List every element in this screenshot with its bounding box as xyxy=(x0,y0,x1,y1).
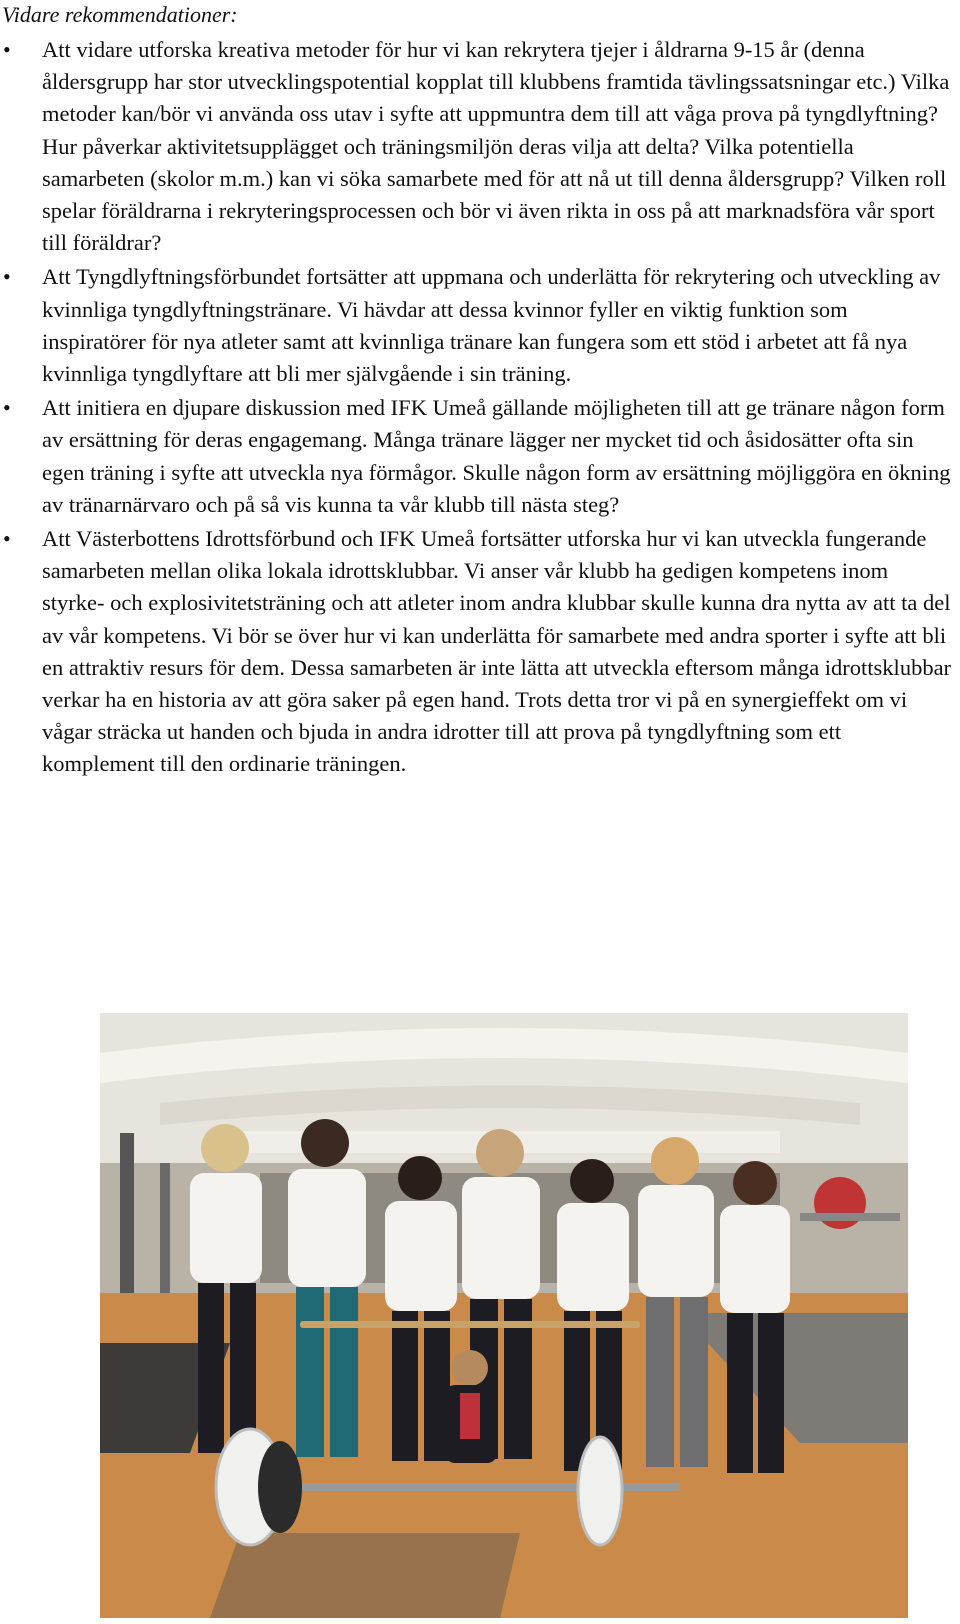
rack-bar xyxy=(800,1213,900,1221)
team-photo xyxy=(100,1013,908,1618)
recommendation-list xyxy=(0,34,960,783)
bullet-icon: • xyxy=(3,37,11,62)
list-item xyxy=(0,392,960,521)
platform xyxy=(210,1533,520,1618)
list-item xyxy=(0,523,960,781)
section-heading: Vidare rekommendationer: xyxy=(2,2,238,27)
bullet-icon: • xyxy=(3,395,11,421)
bullet-icon: • xyxy=(3,264,11,290)
list-item-text: Att vidare utforska kreativa metoder för hur vi kan rekrytera tjejer i åldrarna 9-15 år (denna åldersgrupp har stor utvecklingspotential kopplat till klubbens framtida tävlingssatsningar etc.) Vilka metoder kan/bör vi använda oss utav i syfte att uppmuntra dem till att våga prova på tyngdlyftning? Hur påverkar aktivitetsupplägget och träningsmiljön deras vilja att delta? Vilka potentiella samarbeten (skolor m.m.) kan vi söka samarbete med för att nå ut till denna åldersgrupp? Vilken roll spelar föräldrarna i rekryteringsprocessen och bör vi även rikta in oss på att marknadsföra vår sport till föräldrar? xyxy=(42,37,950,256)
bullet-icon: • xyxy=(3,526,11,552)
barbell-plate xyxy=(258,1441,302,1533)
list-item-text: Att initiera en djupare diskussion med IFK Umeå gällande möjligheten till att ge tränare någon form av ersättning för deras engagemang. Många tränare lägger ner mycket tid och åsidosätter ofta sin egen träning i syfte att utveckla nya förmågor. Skulle någon form av ersättning möjliggöra en ökning av tränarnärvaro och på så vis kunna ta vår klubb till nästa steg? xyxy=(42,395,951,517)
weight-plate xyxy=(814,1177,866,1229)
barbell-plate xyxy=(578,1437,622,1545)
list-item xyxy=(0,261,960,390)
list-item xyxy=(0,34,960,259)
gym-group-illustration xyxy=(100,1013,908,1618)
list-item-text: Att Tyngdlyftningsförbundet fortsätter att uppmana och underlätta för rekrytering och utveckling av kvinnliga tyngdlyftningstränare. Vi hävdar att dessa kvinnor fyller en viktig funktion som inspiratörer för nya atleter samt att kvinnliga tränare kan fungera som ett stöd i arbetet att få nya kvinnliga tyngdlyftare att bli mer självgående i sin träning. xyxy=(42,264,941,387)
list-item-text: Att Västerbottens Idrottsförbund och IFK Umeå fortsätter utforska hur vi kan utveckla fungerande samarbeten mellan olika lokala idrottsklubbar. Vi anser vår klubb ha gedigen kompetens inom styrke- och explosivitetsträning och att atleter inom andra klubbar skulle kunna dra nytta av att ta del av vår kompetens. Vi bör se över hur vi kan underlätta för samarbete med andra sporter i syfte att bli en attraktiv resurs för dem. Dessa samarbeten är inte lätta att utveckla eftersom många idrottsklubbar verkar ha en historia av att göra saker på egen hand. Trots detta tror vi på en synergieffekt om vi vågar sträcka ut handen och bjuda in andra idrotter till att prova på tyngdlyftning som ett komplement till den ordinarie träningen. xyxy=(42,526,952,777)
training-bar xyxy=(300,1321,640,1328)
